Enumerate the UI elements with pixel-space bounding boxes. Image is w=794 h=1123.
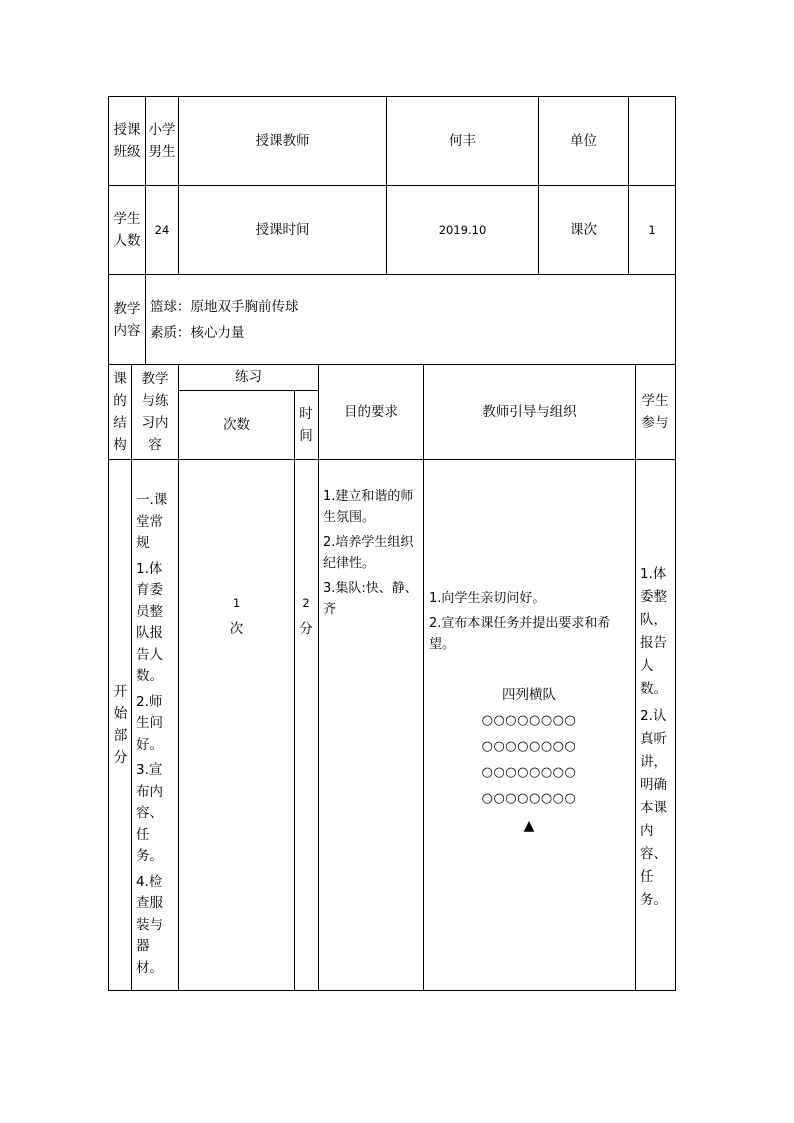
practice-time	[295, 590, 317, 650]
formation-row: ○○○○○○○○	[481, 791, 577, 806]
participation-header: 学生参与	[641, 393, 669, 431]
teacher-position-marker: ▲	[523, 818, 535, 834]
content-line: 素质：核心力量	[150, 324, 245, 341]
formation-diagram	[424, 684, 634, 840]
lesson-number-label: 课次	[570, 221, 597, 238]
goal-header: 目的要求	[344, 403, 398, 420]
time-header: 时间	[299, 406, 313, 444]
goal-item: 3.集队:快、静、齐	[323, 581, 418, 617]
teacher-value: 何丰	[449, 132, 476, 149]
content-item: 一.课堂常规	[136, 492, 168, 551]
goal-item: 1.建立和谐的师生氛围。	[323, 489, 414, 525]
participation-item: 1.体委整队，报告人数。	[640, 566, 667, 697]
time-unit: 分	[299, 621, 313, 637]
time-value: 2019.10	[438, 222, 487, 237]
formation-row: ○○○○○○○○	[481, 739, 577, 754]
formation-row: ○○○○○○○○	[481, 713, 577, 728]
content-item: 4.检查服装与器材。	[136, 873, 163, 976]
content-item: 3.宣布内容、任务。	[136, 762, 163, 864]
count-number: 1	[232, 596, 241, 610]
time-number: 2	[302, 596, 310, 610]
count-unit: 次	[229, 621, 244, 637]
teaching-content-header: 教学与练习内容	[141, 371, 169, 453]
participation-item: 2.认真听讲，明确本课内容、任务。	[640, 708, 667, 908]
teaching-content	[150, 275, 670, 364]
formation-title: 四列横队	[502, 687, 556, 703]
practice-count	[179, 590, 294, 650]
content-item: 2.师生问好。	[136, 693, 163, 753]
section-participation	[640, 563, 672, 983]
content-item: 1.体育委员整队报告人数。	[136, 560, 163, 684]
unit-label: 单位	[570, 132, 597, 149]
students-value: 24	[154, 222, 170, 237]
guidance-header: 教师引导与组织	[482, 403, 577, 420]
section-name: 开始部分	[113, 684, 128, 766]
section-guidance	[429, 588, 633, 658]
class-label: 授课班级	[113, 122, 141, 160]
count-header: 次数	[223, 416, 250, 433]
guidance-item: 2.宣布本课任务并提出要求和希望。	[429, 616, 611, 652]
time-label: 授课时间	[255, 221, 310, 238]
content-label: 教学内容	[113, 300, 141, 339]
guidance-item: 1.向学生亲切问好。	[429, 591, 546, 606]
formation-row: ○○○○○○○○	[481, 765, 577, 780]
lesson-number-value: 1	[648, 222, 656, 237]
unit-value	[629, 97, 675, 185]
class-value: 小学男生	[148, 122, 176, 160]
students-label: 学生人数	[113, 211, 141, 249]
section-goals	[323, 486, 421, 646]
practice-header: 练习	[235, 369, 262, 385]
section-content-items	[136, 490, 174, 976]
goal-item: 2.培养学生组织纪律性。	[323, 535, 414, 571]
structure-header: 课的结构	[113, 371, 127, 453]
teacher-label: 授课教师	[255, 132, 310, 149]
content-line: 篮球：原地双手胸前传球	[150, 298, 299, 315]
